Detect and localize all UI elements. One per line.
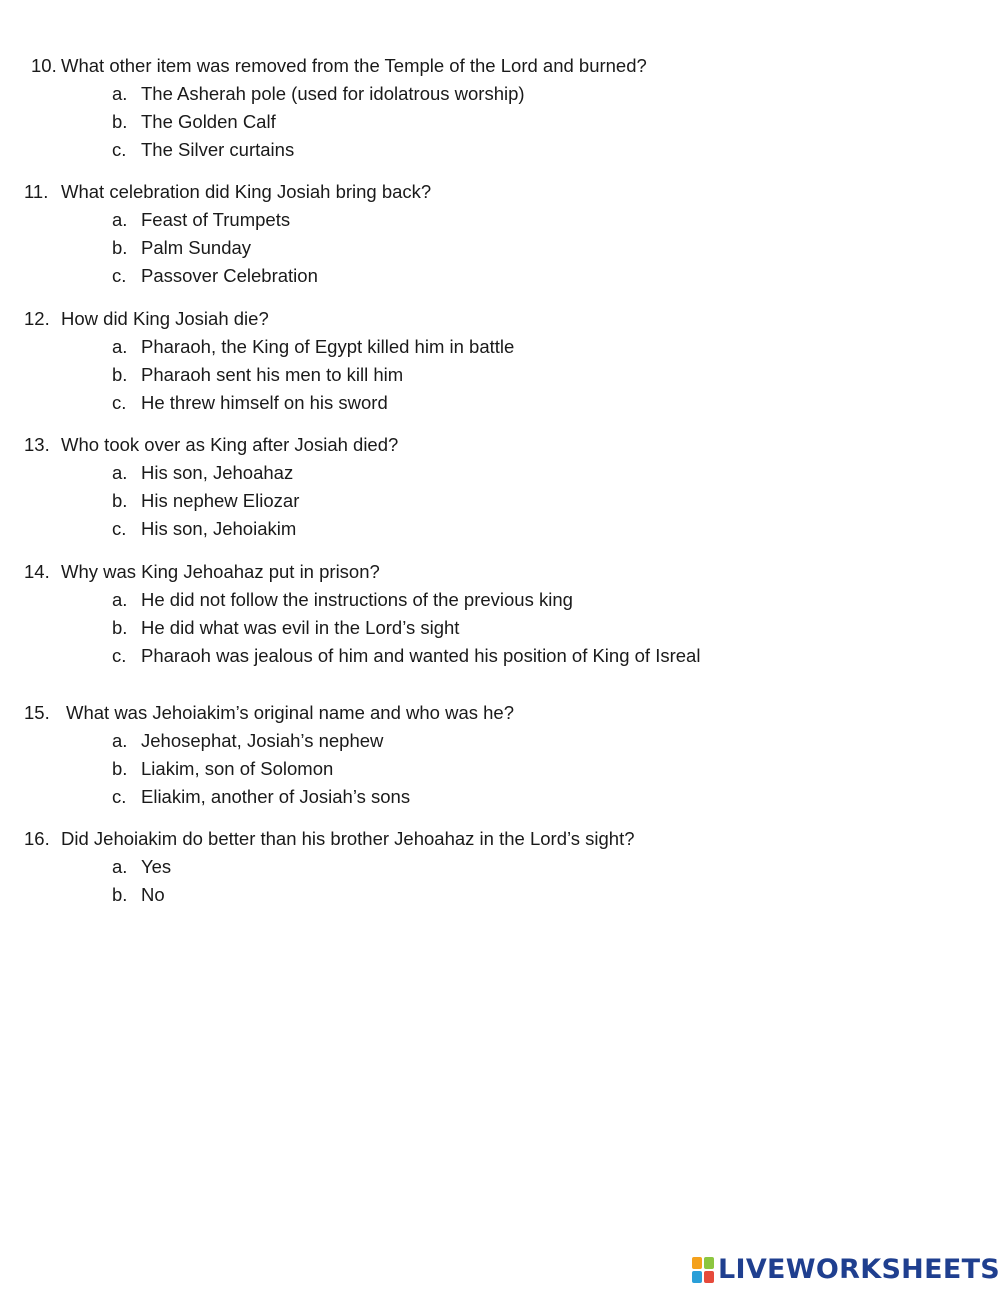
option-letter: c. [112,139,127,160]
answer-option[interactable] [0,206,1000,234]
option-text: His nephew Eliozar [141,490,300,511]
answer-option[interactable] [0,389,1000,417]
question-line [0,558,1000,586]
question-text: What other item was removed from the Temple of the Lord and burned? [61,55,647,76]
option-letter: a. [112,462,128,483]
question-12 [0,305,1000,417]
answer-option[interactable] [0,515,1000,543]
question-number: 16. [24,828,50,849]
option-text: His son, Jehoiakim [141,518,297,539]
option-text: The Silver curtains [141,139,295,160]
logo-tile-icon [704,1271,714,1283]
option-letter: a. [112,589,128,610]
question-11 [0,178,1000,290]
question-number: 11. [24,181,49,202]
option-letter: a. [112,83,128,104]
option-text: Pharaoh sent his men to kill him [141,364,404,385]
answer-option[interactable] [0,262,1000,290]
question-line [0,825,1000,853]
question-text: What celebration did King Josiah bring back? [61,181,432,202]
option-letter: b. [112,237,128,258]
option-text: No [141,884,165,905]
option-letter: c. [112,265,127,286]
option-text: His son, Jehoahaz [141,462,294,483]
option-text: He threw himself on his sword [141,392,388,413]
option-letter: b. [112,490,128,511]
question-15 [0,699,1000,811]
option-text: The Golden Calf [141,111,276,132]
option-text: Feast of Trumpets [141,209,291,230]
option-letter: b. [112,617,128,638]
option-letter: b. [112,884,128,905]
answer-option[interactable] [0,642,1000,670]
option-text: Yes [141,856,172,877]
logo-text: LIVEWORKSHEETS [718,1254,1000,1285]
answer-option[interactable] [0,755,1000,783]
option-letter: b. [112,758,128,779]
question-number: 14. [24,561,50,582]
answer-option[interactable] [0,234,1000,262]
question-number: 15. [24,702,50,723]
option-letter: a. [112,856,128,877]
logo-tile-icon [692,1257,702,1269]
option-text: He did what was evil in the Lord’s sight [141,617,460,638]
question-13 [0,431,1000,543]
question-text: Why was King Jehoahaz put in prison? [61,561,380,582]
answer-option[interactable] [0,586,1000,614]
option-text: He did not follow the instructions of the previous king [141,589,573,610]
option-letter: c. [112,786,127,807]
answer-option[interactable] [0,783,1000,811]
question-number: 10. [31,55,57,76]
question-number: 13. [24,434,50,455]
answer-option[interactable] [0,727,1000,755]
option-text: Eliakim, another of Josiah’s sons [141,786,411,807]
option-letter: a. [112,730,128,751]
option-letter: b. [112,111,128,132]
answer-option[interactable] [0,108,1000,136]
question-10 [0,52,1000,164]
option-text: Pharaoh, the King of Egypt killed him in battle [141,336,515,357]
logo-mark-icon [692,1257,714,1283]
option-text: Passover Celebration [141,265,318,286]
option-letter: c. [112,392,127,413]
answer-option[interactable] [0,853,1000,881]
question-text: How did King Josiah die? [61,308,269,329]
option-letter: a. [112,336,128,357]
logo-tile-icon [704,1257,714,1269]
question-16 [0,825,1000,909]
liveworksheets-logo [692,1255,1000,1285]
question-text: What was Jehoiakim’s original name and who was he? [66,702,515,723]
option-text: Liakim, son of Solomon [141,758,334,779]
question-14 [0,558,1000,670]
option-letter: c. [112,518,127,539]
option-text: Palm Sunday [141,237,252,258]
answer-option[interactable] [0,881,1000,909]
question-text: Who took over as King after Josiah died? [61,434,399,455]
option-text: Pharaoh was jealous of him and wanted his position of King of Isreal [141,645,701,666]
question-number: 12. [24,308,50,329]
question-line [0,431,1000,459]
question-line [0,699,1000,727]
answer-option[interactable] [0,361,1000,389]
option-letter: c. [112,645,127,666]
option-text: The Asherah pole (used for idolatrous worship) [141,83,525,104]
answer-option[interactable] [0,333,1000,361]
answer-option[interactable] [0,80,1000,108]
question-text: Did Jehoiakim do better than his brother Jehoahaz in the Lord’s sight? [61,828,635,849]
option-letter: a. [112,209,128,230]
question-line [0,305,1000,333]
option-letter: b. [112,364,128,385]
answer-option[interactable] [0,614,1000,642]
logo-tile-icon [692,1271,702,1283]
question-line [0,52,1000,80]
answer-option[interactable] [0,136,1000,164]
answer-option[interactable] [0,459,1000,487]
option-text: Jehosephat, Josiah’s nephew [141,730,384,751]
question-line [0,178,1000,206]
answer-option[interactable] [0,487,1000,515]
